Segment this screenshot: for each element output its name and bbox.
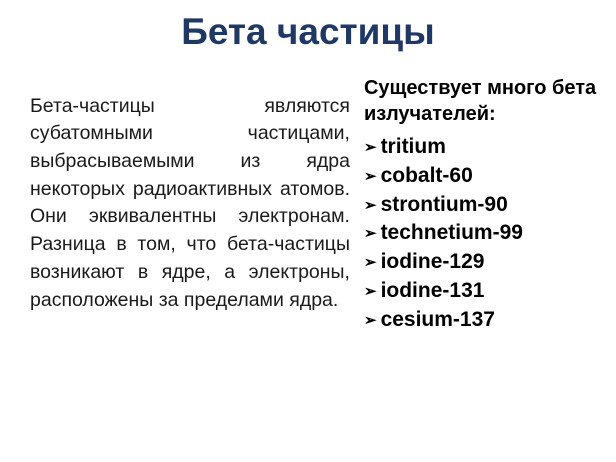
list-item bbox=[364, 277, 602, 305]
slide-content bbox=[0, 53, 616, 335]
isotope-label: cesium-137 bbox=[380, 308, 495, 332]
isotope-label: technetium-99 bbox=[380, 221, 523, 245]
arrow-bullet-icon: ➢ bbox=[363, 283, 377, 301]
page-title: Бета частицы bbox=[181, 11, 435, 52]
body-paragraph: Бета-частицы являются субатомными частицами, выбрасываемыми из ядра некоторых радиоактивных атомов. Они эквивалентны электронам. Разница в том, что бета-частицы возникают в ядре, а электроны, расположены за пределами ядра. bbox=[30, 94, 350, 311]
list-heading: Существует много бета излучателей: bbox=[363, 76, 597, 125]
isotope-label: iodine-131 bbox=[380, 279, 485, 303]
list-item bbox=[364, 248, 602, 276]
list-item bbox=[364, 162, 602, 190]
isotope-label: tritium bbox=[380, 134, 446, 158]
isotope-list bbox=[364, 133, 602, 334]
arrow-bullet-icon: ➢ bbox=[363, 225, 377, 243]
isotope-label: strontium-90 bbox=[380, 192, 508, 216]
isotope-label: iodine-129 bbox=[380, 250, 485, 274]
list-item bbox=[364, 306, 602, 334]
arrow-bullet-icon: ➢ bbox=[363, 254, 377, 272]
arrow-bullet-icon: ➢ bbox=[363, 167, 377, 185]
right-list-column bbox=[350, 71, 602, 335]
list-item bbox=[364, 133, 602, 161]
arrow-bullet-icon: ➢ bbox=[363, 312, 377, 330]
list-item bbox=[364, 219, 602, 247]
list-item bbox=[364, 191, 602, 219]
arrow-bullet-icon: ➢ bbox=[363, 196, 377, 214]
left-text-column bbox=[14, 71, 350, 315]
arrow-bullet-icon: ➢ bbox=[363, 138, 377, 156]
isotope-label: cobalt-60 bbox=[380, 163, 473, 187]
